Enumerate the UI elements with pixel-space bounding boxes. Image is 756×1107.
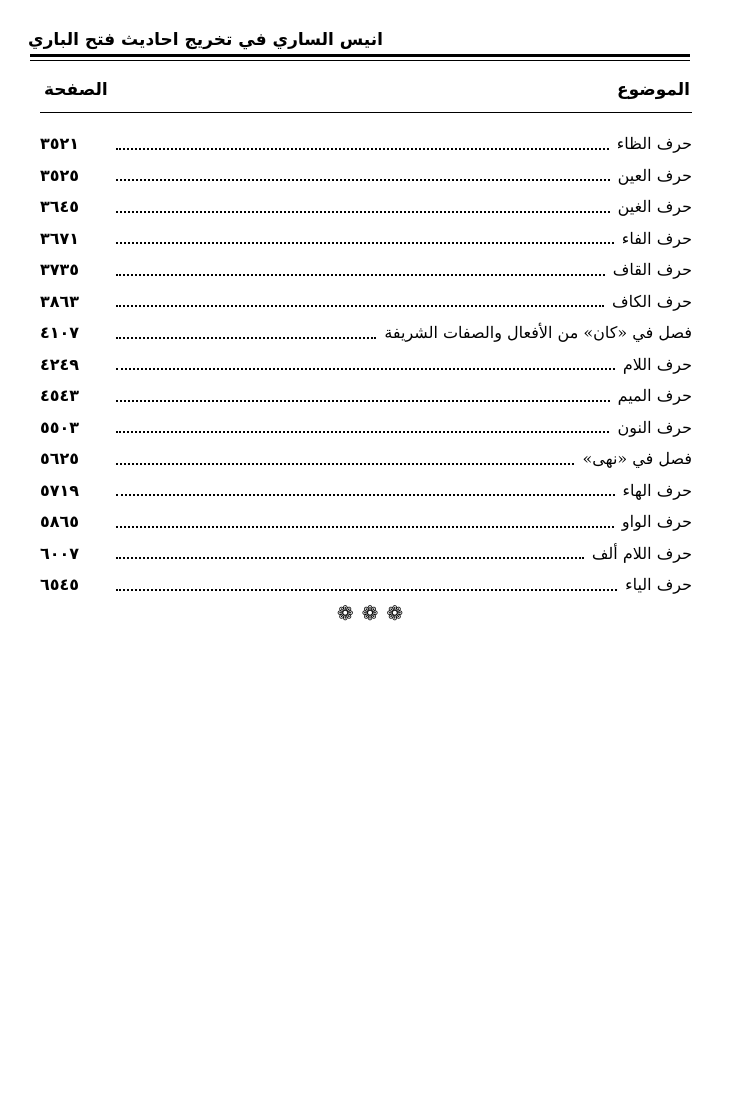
dot-leader bbox=[116, 211, 610, 213]
toc-entry-title: حرف الغين bbox=[617, 197, 692, 217]
toc-entry[interactable] bbox=[40, 380, 692, 412]
toc-entry-title: حرف الهاء bbox=[622, 480, 692, 500]
header-rule-thick bbox=[30, 54, 690, 57]
dot-leader bbox=[116, 463, 574, 465]
snowflake-ornament-icon: ❁ bbox=[336, 601, 354, 625]
dot-leader bbox=[116, 494, 615, 496]
toc-entry[interactable] bbox=[40, 569, 692, 601]
toc-entry-page: ٣٧٣٥ bbox=[40, 260, 80, 280]
topic-column-heading: الموضوع bbox=[617, 80, 690, 100]
toc-entry-title: حرف الظاء bbox=[616, 134, 692, 154]
dot-leader bbox=[116, 431, 609, 433]
dot-leader bbox=[116, 305, 604, 307]
toc-entry[interactable] bbox=[40, 317, 692, 349]
snowflake-ornament-icon: ❁ bbox=[361, 601, 379, 625]
dot-leader bbox=[116, 400, 610, 402]
dot-leader bbox=[116, 179, 610, 181]
toc-entry-page: ٥٨٦٥ bbox=[40, 512, 80, 532]
toc-entry-page: ٦٠٠٧ bbox=[40, 543, 80, 563]
toc-entry-page: ٣٦٤٥ bbox=[40, 197, 80, 217]
toc-entry[interactable] bbox=[40, 506, 692, 538]
dot-leader bbox=[116, 368, 615, 370]
toc-entry-title: حرف الفاء bbox=[621, 228, 692, 248]
heading-rule bbox=[40, 112, 692, 113]
dot-leader bbox=[116, 557, 584, 559]
dot-leader bbox=[116, 242, 614, 244]
header-rule-thin bbox=[30, 60, 690, 61]
snowflake-ornament-icon: ❁ bbox=[386, 601, 404, 625]
dot-leader bbox=[116, 274, 605, 276]
toc-entry-page: ٣٥٢٥ bbox=[40, 165, 80, 185]
toc-entry-title: حرف اللام ألف bbox=[591, 543, 692, 563]
dot-leader bbox=[116, 526, 614, 528]
toc-entry-title: فصل في «كان» من الأفعال والصفات الشريفة bbox=[384, 323, 692, 343]
running-title: انيس الساري في تخريج احاديث فتح الباري bbox=[28, 30, 383, 50]
toc-entry-page: ٥٦٢٥ bbox=[40, 449, 80, 469]
toc-entry[interactable] bbox=[40, 286, 692, 318]
toc-entry-page: ٤١٠٧ bbox=[40, 323, 80, 343]
toc-entry-page: ٣٨٦٣ bbox=[40, 291, 80, 311]
toc-entry-page: ٤٢٤٩ bbox=[40, 354, 80, 374]
page-column-heading: الصفحة bbox=[44, 80, 108, 100]
toc-entry[interactable] bbox=[40, 443, 692, 475]
section-end-ornaments bbox=[0, 601, 740, 625]
toc-entry-title: حرف الكاف bbox=[611, 291, 692, 311]
dot-leader bbox=[116, 148, 609, 150]
toc-entry-title: حرف القاف bbox=[612, 260, 692, 280]
toc-entry-page: ٥٧١٩ bbox=[40, 480, 80, 500]
toc-entry-page: ٣٦٧١ bbox=[40, 228, 80, 248]
toc-entry-title: حرف العين bbox=[617, 165, 692, 185]
toc-entry-page: ٦٥٤٥ bbox=[40, 575, 80, 595]
dot-leader bbox=[116, 589, 617, 591]
toc-entry-page: ٥٥٠٣ bbox=[40, 417, 80, 437]
toc-entry-title: حرف الميم bbox=[617, 386, 692, 406]
toc-entry[interactable] bbox=[40, 223, 692, 255]
toc-entry[interactable] bbox=[40, 412, 692, 444]
toc-entry[interactable] bbox=[40, 128, 692, 160]
toc-entry[interactable] bbox=[40, 254, 692, 286]
toc-entry[interactable] bbox=[40, 191, 692, 223]
dot-leader bbox=[116, 337, 376, 339]
toc-entry-page: ٣٥٢١ bbox=[40, 134, 80, 154]
toc-entry[interactable] bbox=[40, 349, 692, 381]
toc-entry-title: فصل في «نهى» bbox=[582, 449, 692, 469]
toc-entry-page: ٤٥٤٣ bbox=[40, 386, 80, 406]
table-of-contents bbox=[40, 128, 692, 601]
toc-entry-title: حرف النون bbox=[617, 417, 692, 437]
toc-entry-title: حرف الواو bbox=[621, 512, 692, 532]
toc-entry-title: حرف اللام bbox=[622, 354, 692, 374]
toc-entry-title: حرف الياء bbox=[625, 575, 692, 595]
toc-entry[interactable] bbox=[40, 160, 692, 192]
toc-entry[interactable] bbox=[40, 475, 692, 507]
toc-entry[interactable] bbox=[40, 538, 692, 570]
